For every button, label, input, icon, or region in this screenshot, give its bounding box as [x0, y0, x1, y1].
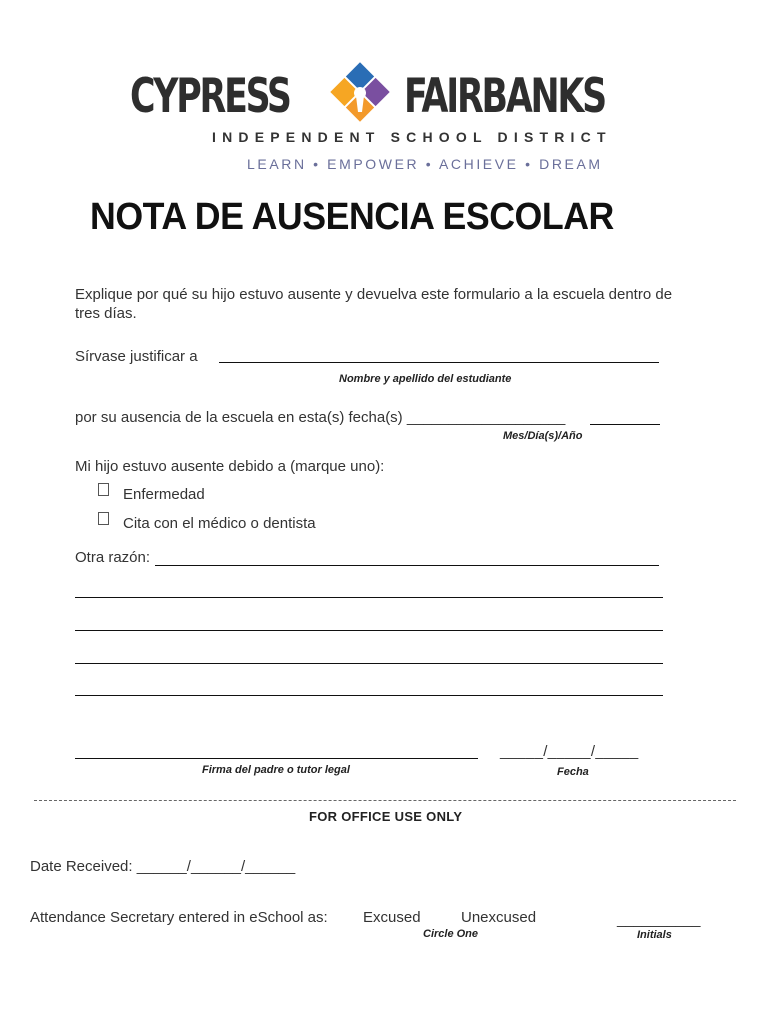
other-reason-field[interactable] [155, 565, 659, 566]
attendance-entered-label: Attendance Secretary entered in eSchool as: [30, 909, 328, 926]
reason-line-2[interactable] [75, 630, 663, 631]
signature-caption: Firma del padre o tutor legal [202, 764, 350, 776]
appointment-checkbox[interactable] [98, 512, 109, 525]
absence-dates-field[interactable] [590, 424, 660, 425]
instructions-text: Explique por qué su hijo estuvo ausente y devuelva este formulario a la escuela dentro de tres días. [75, 286, 673, 322]
student-name-caption: Nombre y apellido del estudiante [339, 373, 512, 385]
office-divider [34, 800, 736, 801]
dates-label: por su ausencia de la escuela en esta(s) fecha(s) ___________________ [75, 409, 566, 426]
justify-label: Sírvase justificar a [75, 348, 198, 365]
page-title: NOTA DE AUSENCIA ESCOLAR [90, 196, 614, 238]
office-heading: FOR OFFICE USE ONLY [309, 809, 463, 824]
other-reason-label: Otra razón: [75, 549, 151, 566]
reason-line-4[interactable] [75, 695, 663, 696]
signature-date-field[interactable]: _____/_____/_____ [500, 743, 639, 760]
reason-line-3[interactable] [75, 663, 663, 664]
logo-district: INDEPENDENT SCHOOL DISTRICT [212, 129, 612, 145]
parent-signature-field[interactable] [75, 758, 478, 759]
date-caption: Fecha [557, 766, 589, 778]
logo-name-right: FAIRBANKS [404, 69, 605, 124]
option-appointment-label: Cita con el médico o dentista [123, 515, 316, 532]
date-received-field[interactable]: Date Received: ______/______/______ [30, 858, 296, 875]
logo-name-left: CYPRESS [130, 69, 290, 124]
option-illness-label: Enfermedad [123, 486, 205, 503]
initials-caption: Initials [637, 929, 672, 941]
excused-option[interactable]: Excused [363, 909, 421, 926]
unexcused-option[interactable]: Unexcused [461, 909, 537, 926]
student-name-field[interactable] [219, 362, 659, 363]
initials-field[interactable]: __________ [617, 911, 701, 928]
reason-label: Mi hijo estuvo ausente debido a (marque uno): [75, 458, 385, 475]
circle-one-caption: Circle One [423, 928, 479, 940]
reason-line-1[interactable] [75, 597, 663, 598]
district-logo-mark-icon [318, 60, 402, 124]
illness-checkbox[interactable] [98, 483, 109, 496]
dates-caption: Mes/Día(s)/Año [503, 430, 583, 442]
logo-tagline: LEARN • EMPOWER • ACHIEVE • DREAM [247, 156, 603, 172]
